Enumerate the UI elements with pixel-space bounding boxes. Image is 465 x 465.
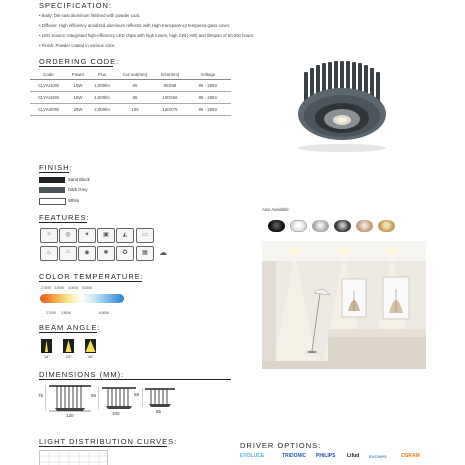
beam-angle-15-icon [41,339,52,353]
house-icon: ⌂ [59,246,77,261]
driver-icon: ▣ [97,228,115,243]
dimension-120-width: 120 [66,413,74,418]
header-flux: Flux [89,69,115,80]
dimension-100-width: 100 [112,411,120,416]
beam-angle-title: BEAM ANGLE: [39,323,101,332]
light-distribution-underline [39,446,167,447]
ac-icon: ▭ [136,228,154,243]
beam-angle-24-label: 24° [66,355,72,359]
cell-flux: 1,000lm [89,80,115,92]
table-row [30,80,231,92]
cell-voltage: 85 - 265V [185,104,231,116]
cri-icon: ✦ [78,228,96,243]
table-row [30,104,231,116]
dimensions-underline [39,379,231,380]
features-title: FEATURES: [39,213,90,222]
beam-angle-36-icon [85,339,96,353]
sun-icon: ✺ [97,246,115,261]
ip-icon: ◎ [59,228,77,243]
cloud-icon: ☁ [159,248,167,257]
cell-flux: 2,000lm [89,104,115,116]
beam-angle-24-icon [63,339,74,353]
finish-underline [39,172,69,173]
dimension-85-width: 85 [156,409,162,414]
temp-label-2700k: 2,700K [46,311,57,315]
temp-label-6500k: 6,500K [99,311,110,315]
driver-evoluce-logo: EVOLUCE [240,453,265,459]
dimmable-icon: ☼ [40,228,58,243]
cell-cutout: 105 [115,104,155,116]
cell-voltage: 85 - 265V [185,80,231,92]
color-temperature-underline [39,281,142,282]
finish-swatch-sand-black [39,177,65,183]
temp-label-4000k: 4,000K [68,286,79,290]
cell-cutout: 85 [115,92,155,104]
angle-icon: ◭ [116,228,134,243]
ordering-table [30,69,231,116]
header-voltage: Voltage [185,69,231,80]
product-downlight-image [282,58,402,154]
also-available-label: Also Available: [262,207,290,212]
driver-euchips-logo: EUCHIPS [369,454,387,459]
beam-angle-15-label: 15° [44,355,50,359]
cell-power: 20W [67,104,89,116]
dimension-100-height: 66 [91,393,97,398]
header-power: Power [67,69,89,80]
table-row [30,92,231,104]
spec-finish-line: • Finish: Powder coated in various color. [39,43,116,48]
finish-swatch-white [39,198,66,205]
finish-title: FINISH: [39,163,73,172]
specification-title: SPECIFICATION: [39,1,113,10]
reflector-white-icon [290,220,307,232]
reflector-gold-icon [378,220,395,232]
finish-label-sand-black: Sand Black [68,177,90,182]
guarantee-icon: ✪ [116,246,134,261]
dimension-85-height: 58 [134,392,140,397]
cell-code: CLYAI15W [30,92,67,104]
cell-power: 15W [67,92,89,104]
header-code: Code [30,69,67,80]
dimension-drawing-120 [45,384,95,412]
light-distribution-title: LIGHT DISTRIBUTION CURVES: [39,437,178,446]
temp-label-3500k: 3,500K [61,311,72,315]
header-cutout: Cut out(mm) [115,69,155,80]
bulb-icon: ◉ [78,246,96,261]
cell-flux: 1,500lm [89,92,115,104]
temp-label-5000k: 5,000K [82,286,93,290]
spec-led-line: • LED Source: Integrated high-efficiency LED chips with high lumen, high CRI (>90) and lifespan of 50,000 hours. [39,33,255,38]
cell-size: 120X75 [155,104,185,116]
driver-tridonic-logo: TRIDONIC [282,453,307,459]
cell-size: 100X66 [155,92,185,104]
ordering-underline [39,66,113,67]
header-size: Size(mm) [155,69,185,80]
dimension-drawing-85 [142,387,178,408]
cell-cutout: 65 [115,80,155,92]
driver-lifud-logo: Lifud [347,453,360,459]
color-temperature-bar [40,294,124,303]
ordering-header-row [30,69,231,80]
dimension-drawing-100 [98,386,140,410]
color-temperature-title: COLOR TEMPERATURE: [39,272,144,281]
finish-label-white: White [68,198,79,203]
driver-options-title: DRIVER OPTIONS: [240,441,322,450]
cell-voltage: 85 - 265V [185,92,231,104]
reflector-rose-gold-icon [356,220,373,232]
driver-osram-logo: OSRAM [401,453,420,459]
temp-label-2200k: 2,200K [41,286,52,290]
chip-icon: ▦ [136,246,154,261]
lamp-icon: ♨ [40,246,58,261]
beam-angle-underline [39,332,97,333]
reflector-silver-icon [312,220,329,232]
ordering-title: ORDERING CODE: [39,57,120,66]
cell-power: 10W [67,80,89,92]
dimension-120-height: 75 [38,393,44,398]
spec-body-line: • Body: Die-cast aluminum finished with powder coat. [39,13,141,18]
features-underline [39,222,87,223]
beam-angle-36-label: 36° [88,355,94,359]
cell-code: CLYAI20W [30,104,67,116]
temp-label-3000k: 3,000K [54,286,65,290]
finish-swatch-dark-grey [39,187,65,193]
finish-label-dark-grey: Dark Grey [68,187,88,192]
cell-size: 85X58 [155,80,185,92]
reflector-dark-icon [334,220,351,232]
reflector-black-icon [268,220,285,232]
spec-diffuser-line: • Diffuser: High efficiency anodized aluminum reflector with High-transparency tempered glass cover. [39,23,231,28]
dimensions-title: DIMENSIONS (MM): [39,370,125,379]
cell-code: CLYAI10W [30,80,67,92]
driver-philips-logo: PHILIPS [316,453,336,459]
light-distribution-chart [39,450,109,465]
room-application-image [262,241,426,369]
